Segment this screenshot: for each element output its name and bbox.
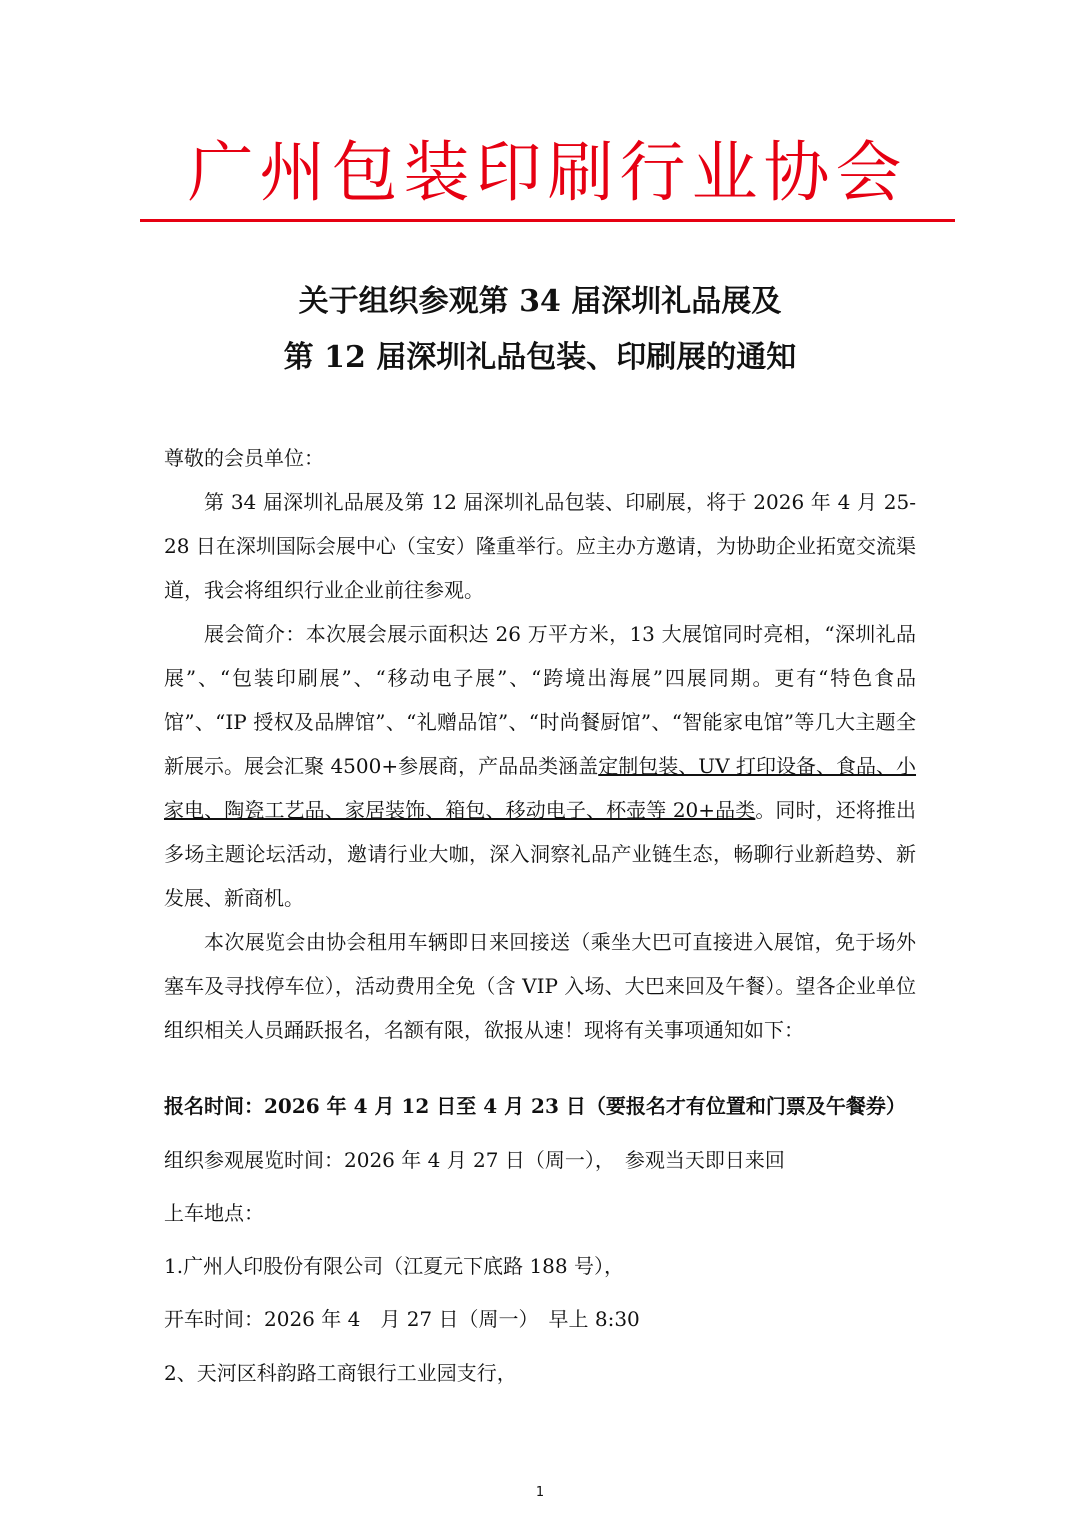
product-categories-underlined: 定制包装、UV 打印设备、食品、小家电、陶瓷工艺品、家居装饰、箱包、移动电子、杯壶等 20+品类	[164, 754, 917, 822]
summary-text-before: 展会简介：本次展会展示面积达 26 万平方米，13 大展馆同时亮相，“深圳礼品展”、“包装印刷展”、“移动电子展”、“跨境出海展”四展同期。更有“特色食品馆”、“IP 授权及品牌馆”、“礼赠品馆”、“时尚餐厨馆”、“智能家电馆”等几大主题全新展示。展会汇聚 4500+参展商，产品品类涵盖	[164, 622, 916, 778]
notice-body	[164, 436, 916, 1052]
boarding-location-1: 1.广州人印股份有限公司（江夏元下底路 188 号），	[164, 1254, 624, 1278]
notice-title-line2: 第 12 届深圳礼品包装、印刷展的通知	[283, 340, 797, 375]
page-number: 1	[535, 1485, 545, 1500]
summary-text-after: 。同时，还将推出多场主题论坛活动，邀请行业大咖，深入洞察礼品产业链生态，畅聊行业新趋势、新发展、新商机。	[164, 798, 916, 910]
notice-title-line1: 关于组织参观第 34 届深圳礼品展及	[298, 284, 782, 319]
salutation: 尊敬的会员单位：	[164, 446, 324, 470]
boarding-label: 上车地点：	[164, 1201, 264, 1225]
departure-time-1: 开车时间：2026 年 4 月 27 日（周一） 早上 8:30	[164, 1307, 640, 1331]
masthead-divider	[140, 219, 955, 222]
org-masthead: 广州包装印刷行业协会	[187, 134, 908, 211]
visit-time: 组织参观展览时间：2026 年 4 月 27 日（周一）， 参观当天即日来回	[164, 1148, 785, 1172]
paragraph-transport-info: 本次展览会由协会租用车辆即日来回接送（乘坐大巴可直接进入展馆，免于场外塞车及寻找停车位），活动费用全免（含 VIP 入场、大巴来回及午餐）。望各企业单位组织相关人员踊跃报名，名额有限，欲报从速！现将有关事项通知如下：	[164, 930, 916, 1042]
paragraph-exhibition-summary	[164, 612, 916, 920]
paragraph-exhibition-intro: 第 34 届深圳礼品展及第 12 届深圳礼品包装、印刷展，将于 2026 年 4 月 25-28 日在深圳国际会展中心（宝安）隆重举行。应主办方邀请，为协助企业拓宽交流渠道，我会将组织行业企业前往参观。	[164, 490, 916, 602]
boarding-location-2: 2、天河区科韵路工商银行工业园支行，	[164, 1361, 517, 1385]
registration-time: 报名时间：2026 年 4 月 12 日至 4 月 23 日（要报名才有位置和门票及午餐券）	[164, 1094, 906, 1118]
